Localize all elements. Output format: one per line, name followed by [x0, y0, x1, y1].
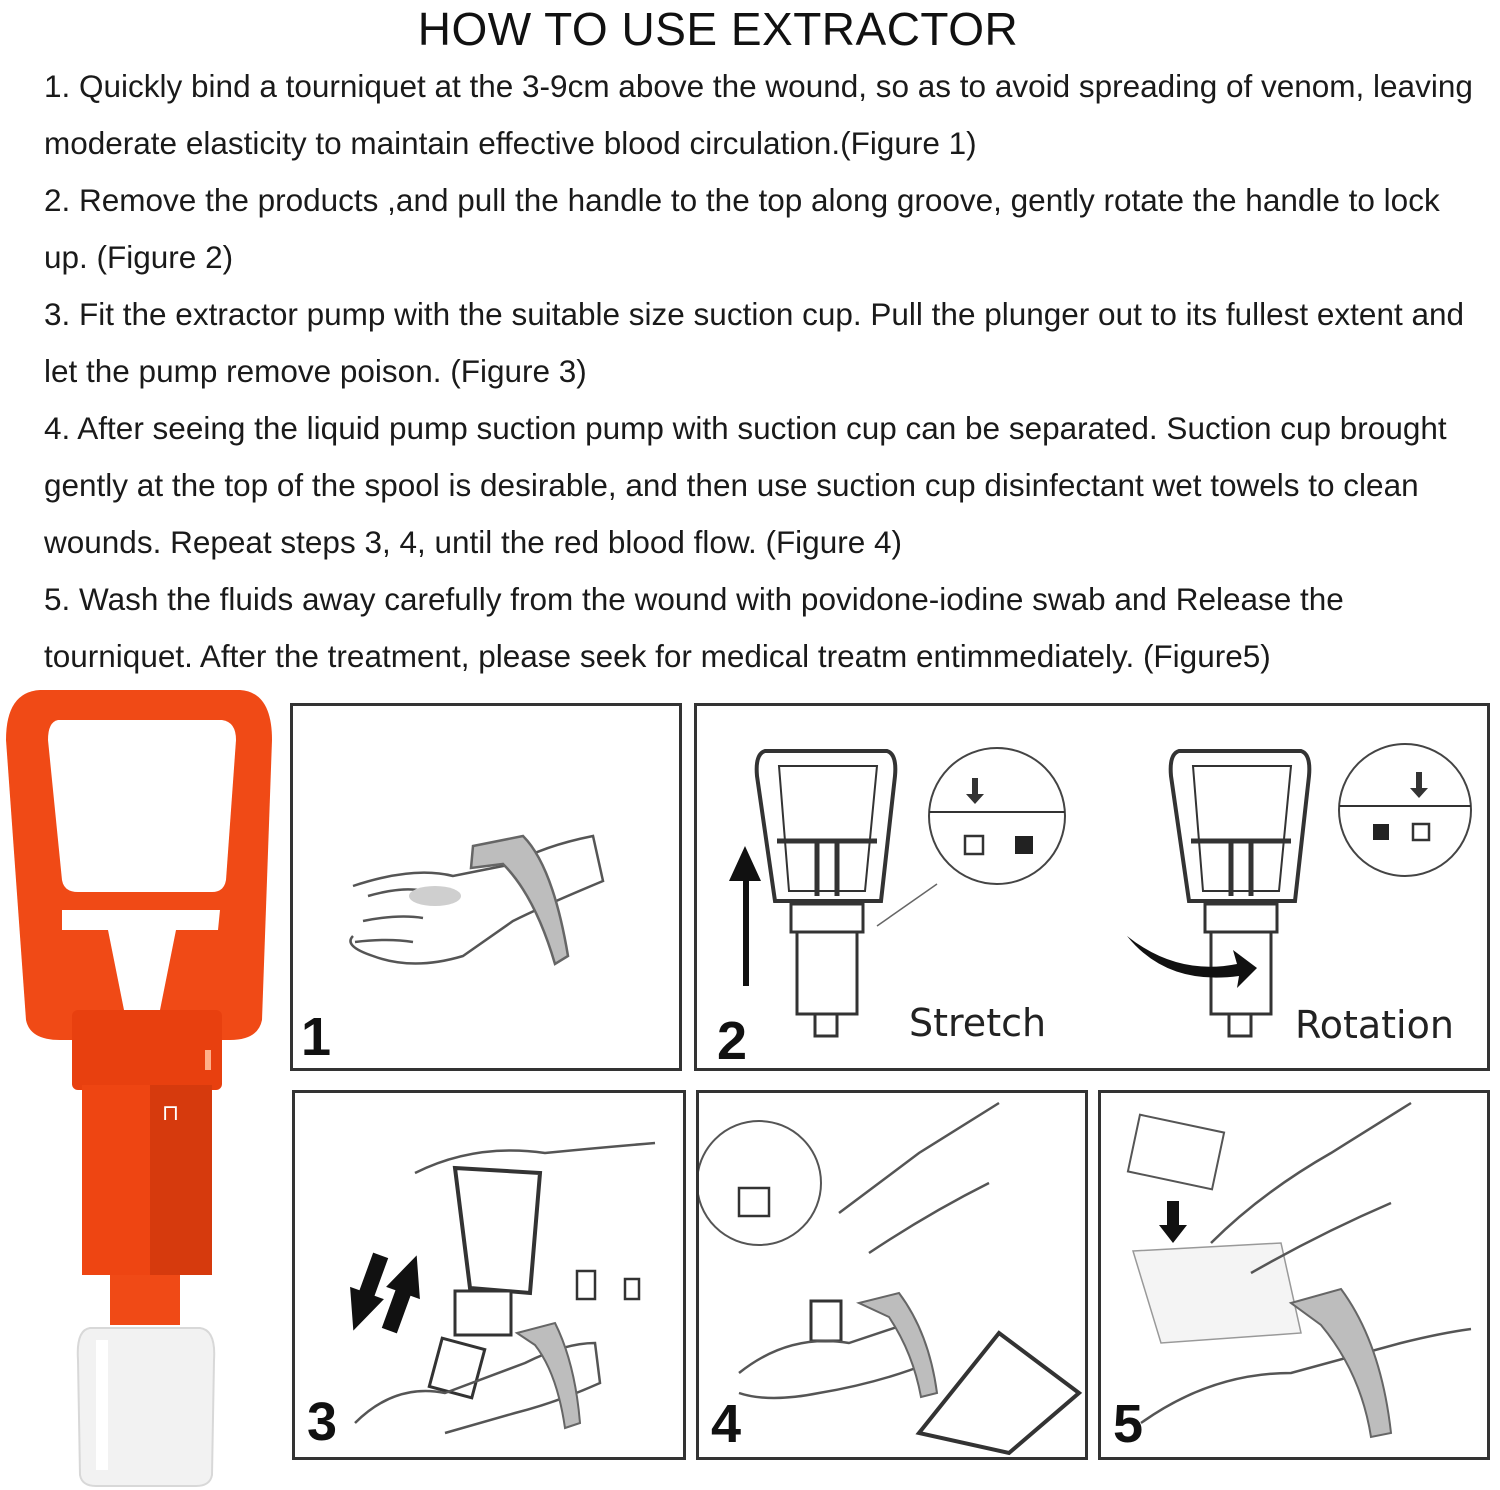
down-arrow-icon: [1159, 1201, 1187, 1243]
up-arrow-icon: [729, 846, 761, 986]
figure-number: 5: [1113, 1394, 1144, 1454]
step-5: 5. Wash the fluids away carefully from the wound with povidone-iodine swab and Release the tourniquet. After the treatment, please seek for medical treatm entimmediately. (Figure5): [44, 581, 1344, 674]
swab-packet-icon: [1128, 1115, 1224, 1190]
stretch-caption: Stretch: [909, 1001, 1047, 1045]
swab-wash-illustration: [1101, 1093, 1487, 1457]
hand-tourniquet-illustration: [293, 706, 679, 1068]
figure-number: 3: [307, 1392, 338, 1452]
extractor-product-image: [0, 680, 280, 1490]
step-3: 3. Fit the extractor pump with the suitable size suction cup. Pull the plunger out to its fullest extent and let the pump remove poison. (Figure 3): [44, 296, 1465, 389]
figure-5-panel: [1098, 1090, 1490, 1460]
pump-suction-illustration: [295, 1093, 683, 1457]
rotation-caption: Rotation: [1295, 1003, 1454, 1047]
figure-number: 2: [717, 1011, 748, 1071]
step-1: 1. Quickly bind a tourniquet at the 3-9cm above the wound, so as to avoid spreading of venom, leaving moderate elasticity to maintain effective blood circulation.(Figure 1): [44, 68, 1473, 161]
figure-number: 4: [711, 1394, 742, 1454]
instruction-list: [44, 58, 1474, 685]
cup-separation-illustration: [699, 1093, 1085, 1457]
figure-3-panel: [292, 1090, 686, 1460]
page-title: HOW TO USE EXTRACTOR: [417, 3, 1019, 55]
svg-text:⊓: ⊓: [162, 1101, 180, 1126]
step-2: 2. Remove the products ,and pull the handle to the top along groove, gently rotate the handle to lock up. (Figure 2): [44, 182, 1440, 275]
figure-1-panel: [290, 703, 682, 1071]
figure-number: 1: [301, 1007, 332, 1067]
step-4: 4. After seeing the liquid pump suction pump with suction cup can be separated. Suction cup brought gently at the top of the spool is desirable, and then use suction cup disinfectant wet towels to clean wounds. Repeat steps 3, 4, until the red blood flow. (Figure 4): [44, 410, 1447, 560]
figure-2-panel: [694, 703, 1490, 1071]
figure-4-panel: [696, 1090, 1088, 1460]
